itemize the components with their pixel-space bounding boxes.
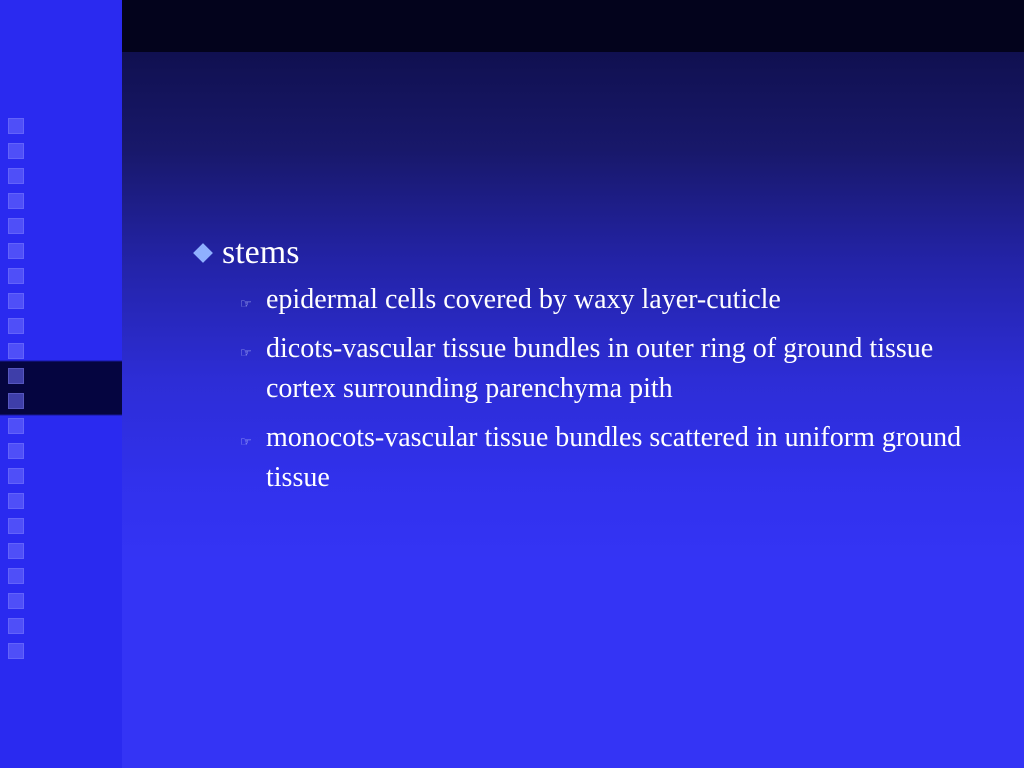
decor-square (8, 468, 24, 484)
decor-square (8, 293, 24, 309)
decor-square (8, 568, 24, 584)
top-decor-band (122, 0, 1024, 52)
bullet-level2 (190, 329, 990, 409)
decor-square (8, 143, 24, 159)
decor-square (8, 368, 24, 384)
decor-square (8, 493, 24, 509)
decor-square (8, 418, 24, 434)
decor-square (8, 393, 24, 409)
bullet-level1 (190, 232, 990, 274)
decor-square (8, 218, 24, 234)
left-decor-band (0, 0, 122, 768)
decor-square (8, 618, 24, 634)
pointing-hand-icon: ☞ (240, 296, 252, 311)
decor-square (8, 593, 24, 609)
decor-square (8, 268, 24, 284)
pointing-hand-icon: ☞ (240, 434, 252, 449)
bullet-text: monocots-vascular tissue bundles scattered in uniform ground tissue (266, 422, 962, 493)
bullet-text: dicots-vascular tissue bundles in outer ring of ground tissue cortex surrounding parenchyma pith (266, 333, 934, 404)
decor-square (8, 118, 24, 134)
pointing-hand-icon: ☞ (240, 345, 252, 360)
decor-square (8, 168, 24, 184)
decor-square (8, 343, 24, 359)
bullet-level2 (190, 418, 990, 498)
decor-square (8, 318, 24, 334)
decor-square (8, 443, 24, 459)
decor-square (8, 543, 24, 559)
decor-square (8, 518, 24, 534)
bullet-level2 (190, 280, 990, 320)
decor-squares (8, 118, 30, 668)
diamond-bullet-icon (193, 243, 213, 263)
bullet-text: epidermal cells covered by waxy layer-cuticle (266, 284, 781, 315)
decor-square (8, 643, 24, 659)
decor-square (8, 243, 24, 259)
decor-square (8, 193, 24, 209)
slide-content (190, 232, 990, 507)
bullet-text: stems (222, 234, 300, 271)
